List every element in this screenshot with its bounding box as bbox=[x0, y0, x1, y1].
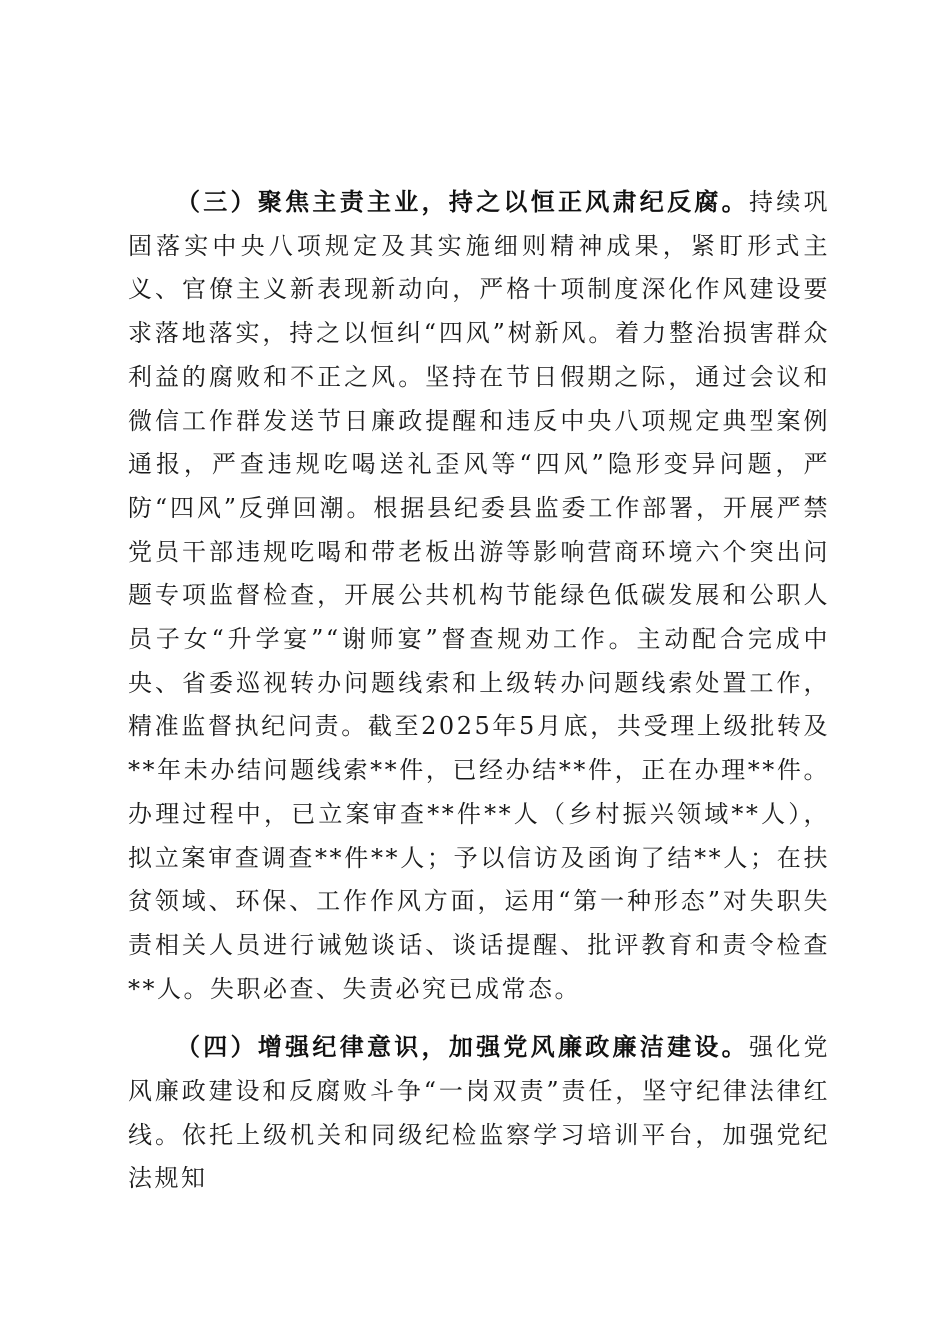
section-3-heading: （三）聚焦主责主业，持之以恒正风肃纪反腐。 bbox=[176, 187, 749, 216]
document-body bbox=[128, 180, 830, 1201]
paragraph-section-4 bbox=[128, 1025, 830, 1201]
paragraph-section-3 bbox=[128, 180, 830, 1011]
section-4-heading: （四）增强纪律意识，加强党风廉政廉洁建设。 bbox=[176, 1032, 749, 1062]
section-3-body: 持续巩固落实中央八项规定及其实施细则精神成果，紧盯形式主义、官僚主义新表现新动向，严格十项制度深化作风建设要求落地落实，持之以恒纠“四风”树新风。着力整治损害群众利益的腐败和不正之风。坚持在节日假期之际，通过会议和微信工作群发送节日廉政提醒和违反中央八项规定典型案例通报，严查违规吃喝送礼歪风等“四风”隐形变异问题，严防“四风”反弹回潮。根据县纪委县监委工作部署，开展严禁党员干部违规吃喝和带老板出游等影响营商环境六个突出问题专项监督检查，开展公共机构节能绿色低碳发展和公职人员子女“升学宴”“谢师宴”督查规劝工作。主动配合完成中央、省委巡视转办问题线索和上级转办问题线索处置工作，精准监督执纪问责。截至2025年5月底，共受理上级批转及**年未办结问题线索**件，已经办结**件，正在办理**件。办理过程中，已立案审查**件**人（乡村振兴领域**人），拟立案审查调查**件**人；予以信访及函询了结**人；在扶贫领域、环保、工作作风方面，运用“第一种形态”对失职失责相关人员进行诫勉谈话、谈话提醒、批评教育和责令检查**人。失职必查、失责必究已成常态。 bbox=[128, 188, 831, 1003]
section-4-body: 强化党风廉政建设和反腐败斗争“一岗双责”责任，坚守纪律法律红线。依托上级机关和同级纪检监察学习培训平台，加强党纪法规知 bbox=[128, 1033, 831, 1193]
